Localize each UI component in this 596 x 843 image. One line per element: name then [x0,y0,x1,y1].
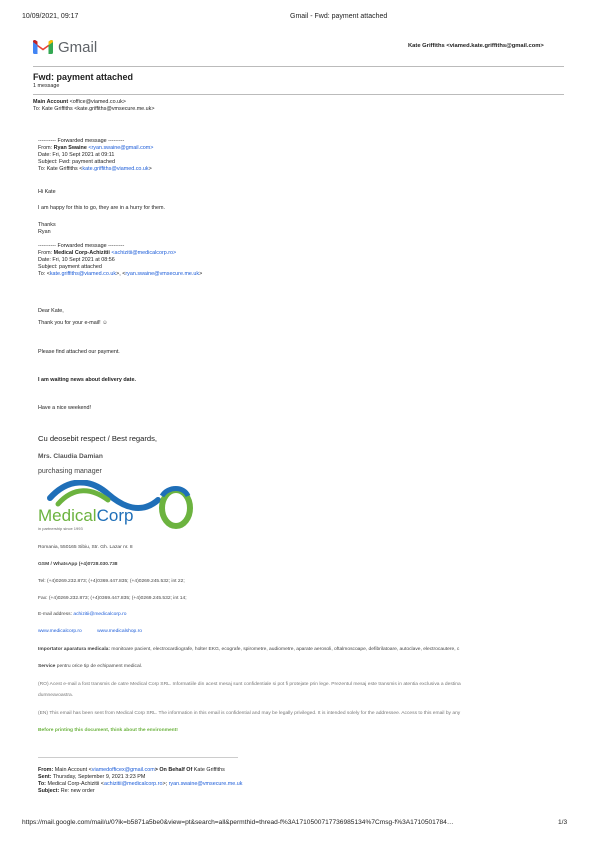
quoted-to-name: Medical Corp-Achizitii < [45,781,104,787]
importer-label: Importator aparatura medicala: [38,647,111,652]
quoted-to-mid: >; [162,781,169,787]
fwd1-to-label: To: Kate Griffiths < [38,166,83,172]
quoted-behalf-name: Kate Griffiths [192,767,225,773]
fwd2-date: Date: Fri, 10 Sept 2021 at 08:56 [38,257,115,263]
quoted-from-address[interactable]: viamedofficex@gmail.com [91,767,155,773]
fwd1-to-address[interactable]: kate.griffiths@viamed.co.uk [82,166,149,172]
body2-weekend: Have a nice weekend! [38,405,92,411]
quoted-subject-label: Subject: [38,788,60,794]
body1-line: I am happy for this to go, they are in a hurry for them. [38,205,166,211]
fwd2-to-address-1[interactable]: kate.griffiths@viamed.co.uk [49,271,117,277]
medicalcorp-wordmark [38,506,133,526]
body2-waiting: I am waiting news about delivery date. [38,377,136,383]
print-datetime: 10/09/2021, 09:17 [22,13,79,20]
company-websites [38,628,142,635]
fwd1-subject: Subject: Fwd: payment attached [38,159,116,165]
body1-greeting: Hi Kate [38,189,56,195]
service-text: pentru orice tip de echipament medical. [55,664,143,669]
fwd2-from [38,250,176,257]
quoted-on-behalf: > On Behalf Of [154,767,193,773]
fwd1-to [38,166,152,173]
body2-dear: Dear Kate, [38,308,64,314]
quoted-from-label: From: [38,767,54,773]
fwd2-from-name: Medical Corp-Achizitii [53,250,110,256]
disclaimer-ro: (RO) Acest e-mail a fost transmis de catre Medical Corp SRL. Informatiile din acest mesaj sunt confidentiale si pot fi protejate prin lege. Prezentul mesaj este transmis in atentia exclusiva a destina [38,682,461,687]
importer-text: monitoare pacient, electrocardiografe, holter EKG, ecografe, spirometre, audiometre, aparate aerosoli, oftalmoscoape, defibrilatoare, autoclave, electrocautere, c [110,647,460,652]
website-link-1[interactable]: www.medicalcorp.ro [38,629,82,634]
company-email-label: E-mail address: [38,612,74,617]
fwd1-separator: ---------- Forwarded message --------- [38,138,125,144]
from-name: Main Account [33,99,69,105]
gmail-logo-icon [33,39,53,54]
company-importer [38,646,566,653]
quoted-sent [38,774,145,781]
fwd1-from [38,145,153,152]
message-count: 1 message [33,83,60,89]
gmail-wordmark: Gmail [58,39,98,56]
wordmark-corp: Corp [96,506,134,525]
fwd2-separator: ---------- Forwarded message --------- [38,243,125,249]
fwd2-subject: Subject: payment attached [38,264,102,270]
quoted-sent-value: Thursday, September 9, 2021 3:23 PM [51,774,146,780]
body2-regards: Cu deosebit respect / Best regards, [38,434,158,443]
fwd2-to-mid: >, < [116,271,126,277]
print-url: https://mail.google.com/mail/u/0?ik=b5871a5be0&view=pt&search=all&permthid=thread-f%3A1710500717736985134%7Cmsg-f%3A1710501784… [22,819,454,826]
website-link-2[interactable]: www.medicalshop.ro [97,629,142,634]
signature-role: purchasing manager [38,468,102,475]
fwd1-from-address[interactable]: <ryan.swaine@gmail.com> [88,145,154,151]
account-email: Kate Griffiths <viamed.kate.griffiths@gmail.com> [408,43,544,49]
company-email-link[interactable]: achizitii@medicalcorp.ro [73,612,127,617]
quoted-from-name: Main Account < [53,767,92,773]
company-gsm: GSM / WhatsApp (+4)0728.030.738 [38,562,118,567]
thread-subject: Fwd: payment attached [33,72,134,82]
fwd1-from-label: From: [38,145,54,151]
quoted-subject-value: Re: new order [59,788,95,794]
signature-name: Mrs. Claudia Damian [38,453,103,460]
subject-divider [33,94,564,95]
fwd2-from-label: From: [38,250,54,256]
logo-tagline: in partnership since 1993 [38,526,83,531]
body2-thanks: Thank you for your e-mail! ☺ [38,320,108,326]
quoted-divider [38,757,238,758]
from-address: <office@viamed.co.uk> [69,99,126,105]
fwd1-to-end: > [148,166,152,172]
message-from [33,99,126,106]
quoted-to-address-1[interactable]: achizitii@medicalcorp.ro [103,781,163,787]
disclaimer-ro-2: dumneavoastra. [38,693,74,698]
body1-name: Ryan [38,229,51,235]
print-page-number: 1/3 [558,819,568,826]
company-email [38,611,126,618]
fwd1-date: Date: Fri, 10 Sept 2021 at 09:11 [38,152,115,158]
service-label: Service [38,664,56,669]
company-fax: Fax: (+4)0269.232.873; (+4)0369.447.835; (+4)0269.245.532; int 14; [38,596,187,601]
fwd2-to-address-2[interactable]: ryan.swaine@vmsecure.me.uk [125,271,200,277]
fwd2-to [38,271,202,278]
fwd2-to-end: > [199,271,203,277]
message-to: To: Kate Griffiths <kate.griffiths@vmsecure.me.uk> [33,106,155,112]
quoted-to [38,781,242,788]
company-address: Romania, 550165 Sibiu, Str. Gh. Lazar nr. 8 [38,545,133,550]
fwd2-from-address[interactable]: <achizitii@medicalcorp.ro> [111,250,177,256]
environment-note: Before printing this document, think about the environment! [38,728,178,733]
quoted-from [38,767,225,774]
wordmark-medical: Medical [38,506,97,525]
quoted-to-address-2[interactable]: ryan.swaine@vmsecure.me.uk [168,781,243,787]
print-title: Gmail - Fwd: payment attached [290,13,388,20]
quoted-to-label: To: [38,781,46,787]
disclaimer-en: (EN) This email has been sent from Medical Corp SRL. The information in this email is confidential and may be legally privileged. It is intended solely for the addressee. Access to this email by any [38,711,461,716]
body1-thanks: Thanks [38,222,56,228]
company-service [38,663,142,670]
company-tel: Tel: (+4)0269.232.873; (+4)0369.447.835; (+4)0269.245.532; int 22; [38,579,185,584]
quoted-subject [38,788,95,795]
fwd1-from-name: Ryan Swaine [53,145,87,151]
fwd2-to-label: To: < [38,271,50,277]
body2-attached: Please find attached our payment. [38,349,120,355]
header-divider [33,66,564,67]
quoted-sent-label: Sent: [38,774,52,780]
